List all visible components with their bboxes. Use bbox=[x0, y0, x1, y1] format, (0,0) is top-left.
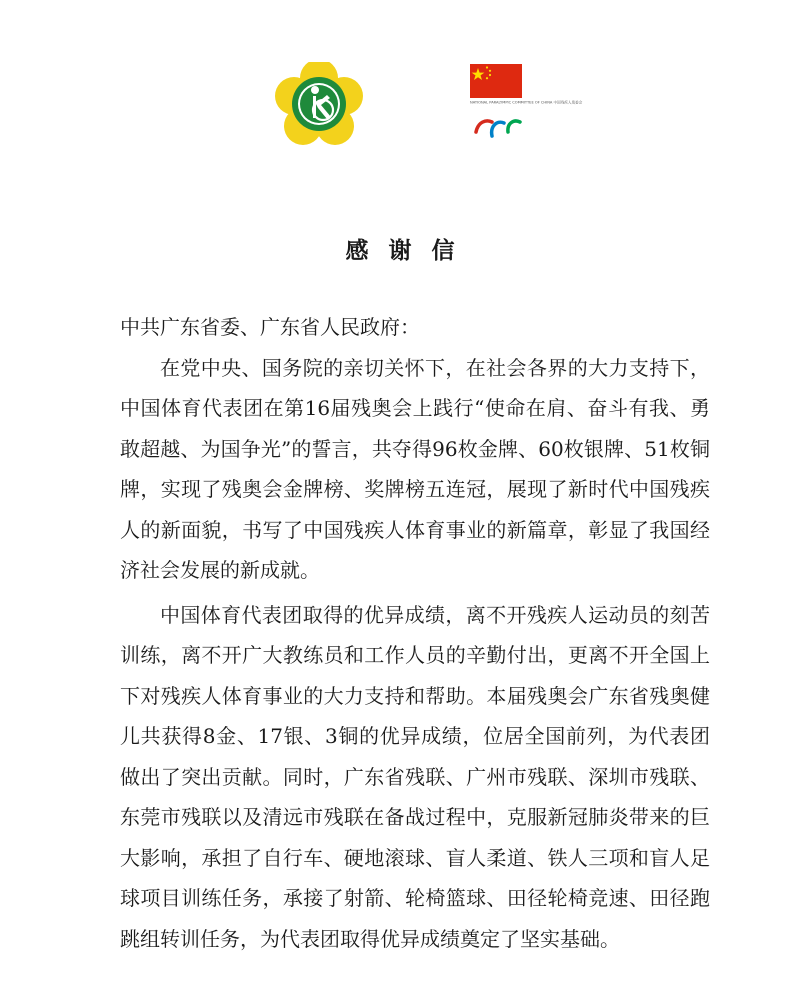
npc-caption: NATIONAL PARALYMPIC COMMITTEE OF CHINA 中国残疾人奥委会 bbox=[470, 100, 583, 105]
letter-title: 感谢信 bbox=[345, 238, 475, 264]
paragraph-2: 中国体育代表团取得的优异成绩，离不开残疾人运动员的刻苦训练，离不开广大教练员和工作人员的辛勤付出，更离不开全国上下对残疾人体育事业的大力支持和帮助。本届残奥会广东省残奥健儿共获得8金、17银、3铜的优异成绩，位居全国前列，为代表团做出了突出贡献。同时，广东省残联、广州市残联、深圳市残联、东莞市残联以及清远市残联在备战过程中，克服新冠肺炎带来的巨大影响，承担了自行车、硬地滚球、盲人柔道、铁人三项和盲人足球项目训练任务，承接了射箭、轮椅篮球、田径轮椅竞速、田径跑跳组转训任务，为代表团取得优异成绩奠定了坚实基础。 bbox=[120, 602, 710, 951]
paragraph-1: 在党中央、国务院的亲切关怀下，在社会各界的大力支持下，中国体育代表团在第16届残奥会上践行“使命在肩、奋斗有我、勇敢超越、为国争光”的誓言，共夺得96枚金牌、60枚银牌、51枚铜牌，实现了残奥会金牌榜、奖牌榜五连冠，展现了新时代中国残疾人的新面貌，书写了中国残疾人体育事业的新篇章，彰显了我国经济社会发展的新成就。 bbox=[120, 355, 710, 582]
salutation: 中共广东省委、广东省人民政府： bbox=[120, 315, 420, 339]
paralympic-agitos-icon bbox=[470, 116, 526, 142]
letter-body bbox=[120, 307, 710, 959]
npc-china-logo bbox=[470, 64, 583, 144]
cdpf-logo-icon bbox=[274, 62, 364, 146]
header-logos bbox=[0, 62, 800, 152]
china-flag-icon bbox=[470, 64, 522, 98]
